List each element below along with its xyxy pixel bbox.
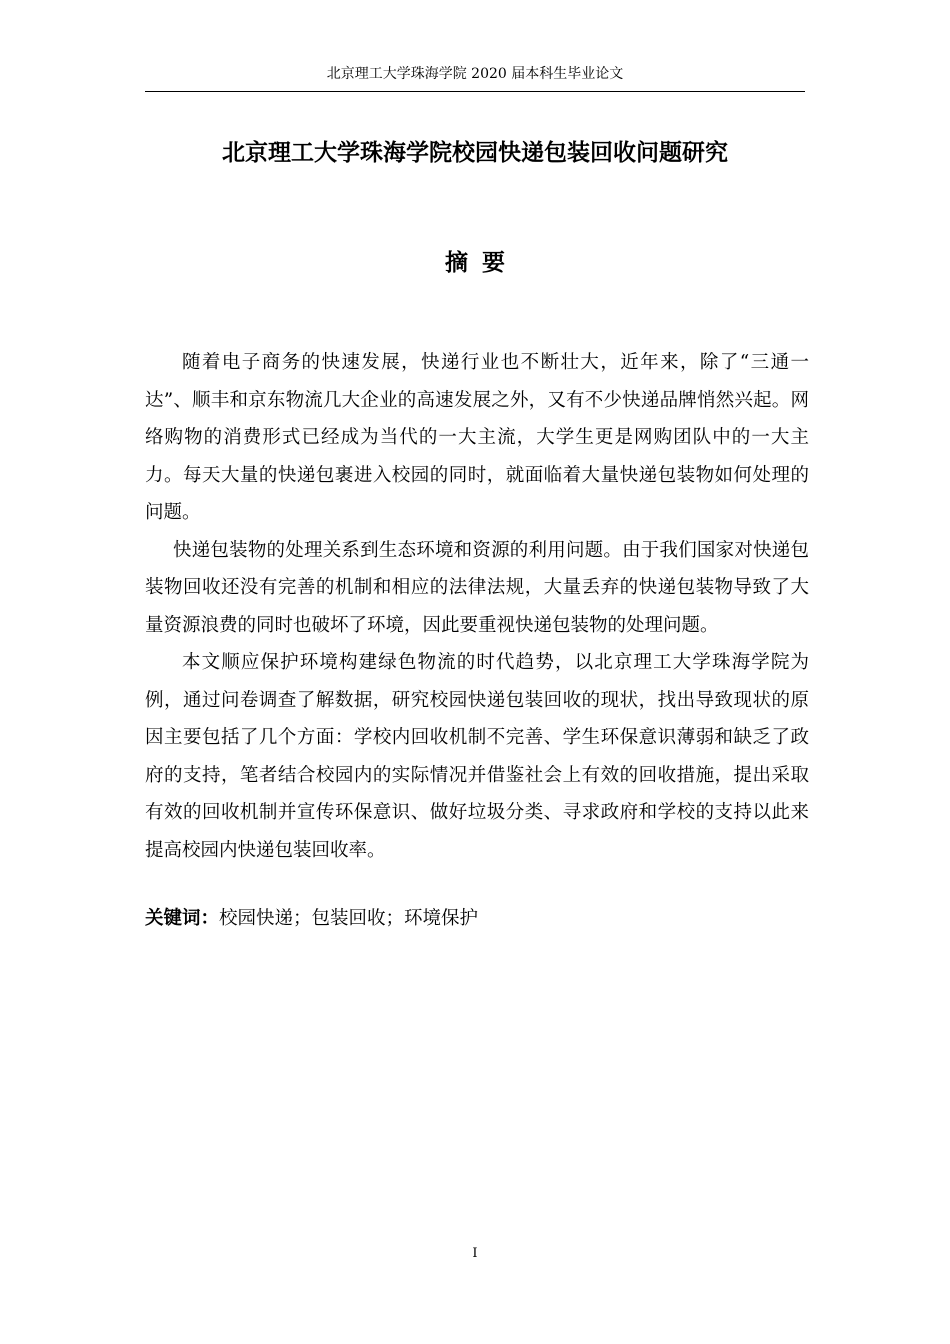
keywords-label: 关键词： [145, 908, 220, 929]
keywords-line [145, 900, 809, 938]
abstract-paragraph: 本文顺应保护环境构建绿色物流的时代趋势，以北京理工大学珠海学院为例，通过问卷调查了解数据，研究校园快递包装回收的现状，找出导致现状的原因主要包括了几个方面：学校内回收机制不完善、学生环保意识薄弱和缺乏了政府的支持，笔者结合校园内的实际情况并借鉴社会上有效的回收措施，提出采取有效的回收机制并宣传环保意识、做好垃圾分类、寻求政府和学校的支持以此来提高校园内快递包装回收率。 [145, 652, 809, 861]
abstract-body [145, 344, 809, 869]
page-number: I [472, 1246, 478, 1261]
header-divider [145, 91, 805, 92]
running-header: 北京理工大学珠海学院 2020 届本科生毕业论文 [326, 66, 624, 82]
keywords-list: 校园快递；包装回收；环境保护 [219, 908, 479, 929]
abstract-paragraph: 随着电子商务的快速发展，快递行业也不断壮大，近年来，除了“三通一达”、顺丰和京东物流几大企业的高速发展之外，又有不少快递品牌悄然兴起。网络购物的消费形式已经成为当代的一大主流，大学生更是网购团队中的一大主力。每天大量的快递包裹进入校园的同时，就面临着大量快递包装物如何处理的问题。 [145, 352, 809, 523]
paper-title: 北京理工大学珠海学院校园快递包装回收问题研究 [222, 140, 728, 166]
abstract-paragraph: 快递包装物的处理关系到生态环境和资源的利用问题。由于我们国家对快递包装物回收还没有完善的机制和相应的法律法规，大量丢弃的快递包装物导致了大量资源浪费的同时也破坏了环境，因此要重视快递包装物的处理问题。 [145, 539, 809, 636]
abstract-heading: 摘要 [445, 250, 519, 276]
